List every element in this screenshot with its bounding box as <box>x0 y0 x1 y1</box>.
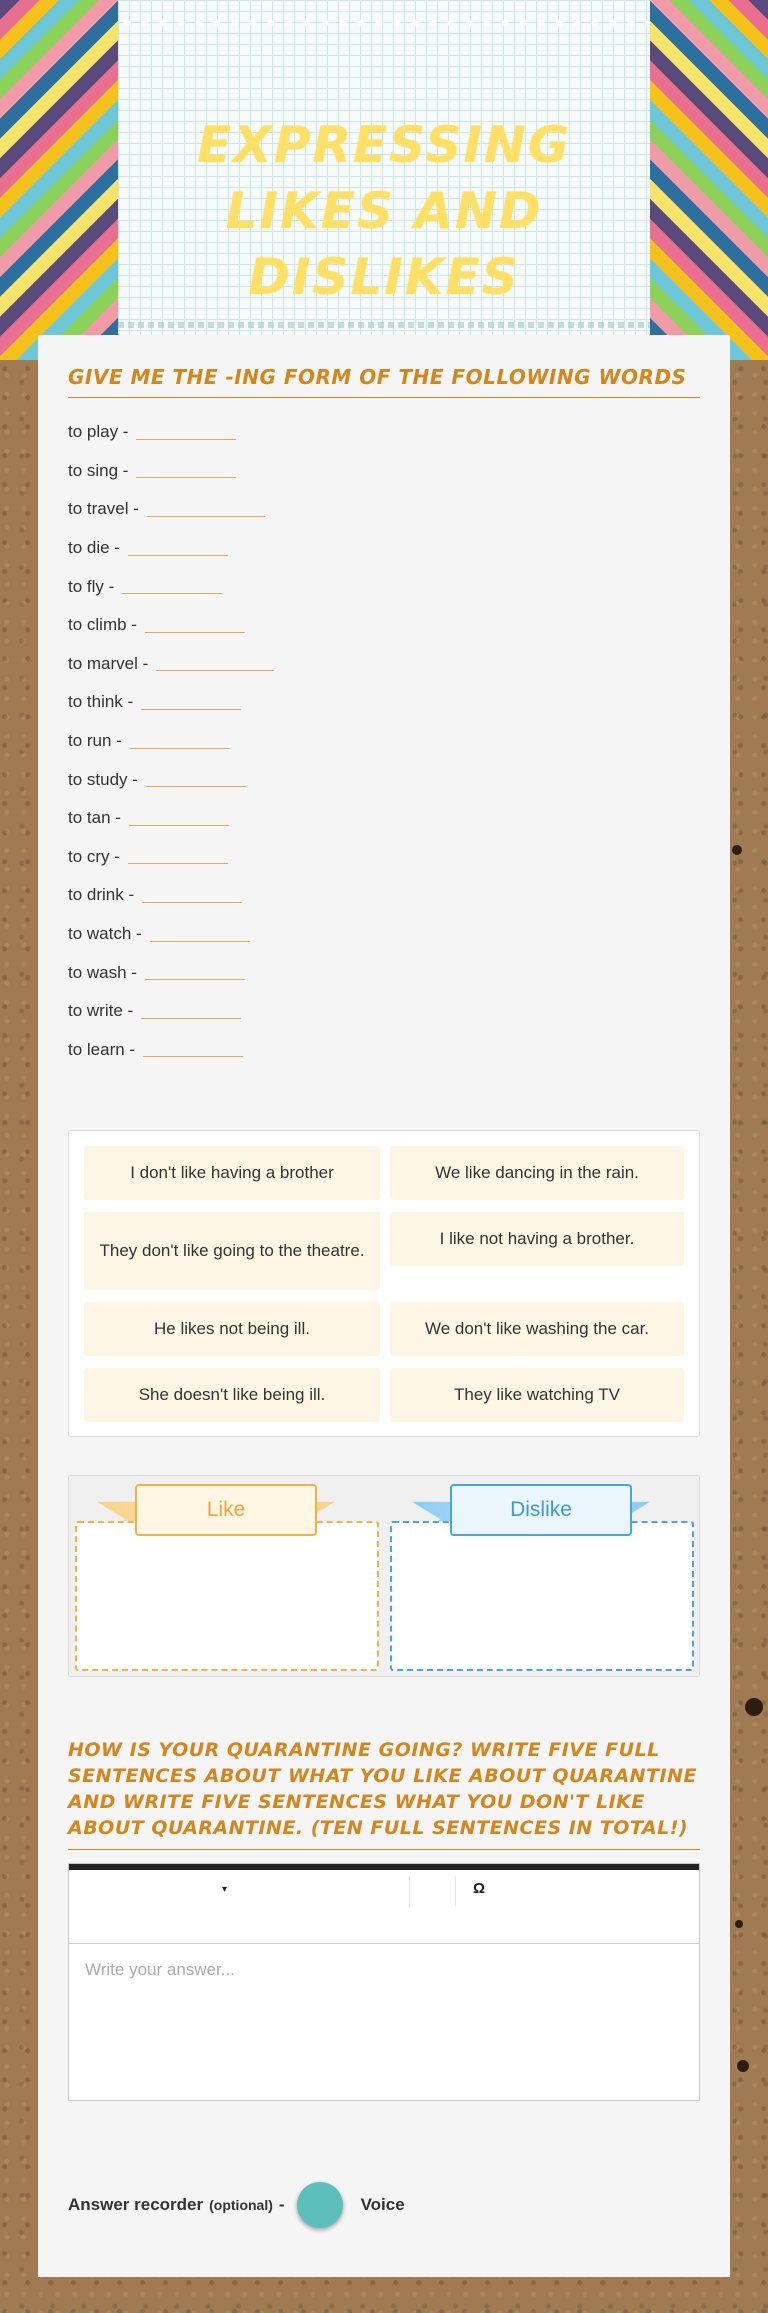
fill-in-row <box>68 760 700 799</box>
fill-in-row <box>68 683 700 722</box>
answer-blank-input[interactable] <box>136 477 236 478</box>
answer-blank-input[interactable] <box>143 1056 243 1057</box>
verb-prompt: to climb - <box>68 615 137 635</box>
fill-in-row <box>68 876 700 915</box>
match-tile[interactable]: They like watching TV <box>390 1368 684 1422</box>
sorting-activity <box>68 1475 700 1677</box>
fill-in-row <box>68 529 700 568</box>
verb-prompt: to tan - <box>68 808 121 828</box>
verb-prompt: to marvel - <box>68 653 149 673</box>
record-button[interactable] <box>297 2182 343 2228</box>
answer-recorder <box>68 2182 405 2228</box>
verb-prompt: to learn - <box>68 1039 136 1059</box>
fill-in-row <box>68 490 700 529</box>
matching-activity <box>68 1130 700 1437</box>
page-title-line2: DISLIKES <box>248 248 520 306</box>
match-tile[interactable]: They don't like going to the theatre. <box>84 1212 380 1290</box>
verb-prompt: to fly - <box>68 576 115 596</box>
answer-blank-input[interactable] <box>142 902 242 903</box>
verb-prompt: to watch - <box>68 924 142 944</box>
match-tile[interactable]: He likes not being ill. <box>84 1302 380 1356</box>
recorder-optional-label: (optional) <box>209 2197 273 2213</box>
verb-prompt: to think - <box>68 692 134 712</box>
fill-in-row <box>68 915 700 954</box>
fill-in-row <box>68 567 700 606</box>
answer-blank-input[interactable] <box>150 941 250 942</box>
fill-in-list <box>68 413 700 1069</box>
format-dropdown-caret-icon[interactable]: ▾ <box>222 1884 228 1895</box>
chevron-decoration-right <box>650 0 768 360</box>
answer-blank-input[interactable] <box>141 709 241 710</box>
section-heading-ing-form: GIVE ME THE -ING FORM OF THE FOLLOWING WORDS <box>68 365 700 398</box>
answer-editor <box>68 1863 700 2101</box>
match-tile[interactable]: We don't like washing the car. <box>390 1302 684 1356</box>
toolbar-divider <box>409 1876 410 1906</box>
fill-in-row <box>68 1031 700 1070</box>
like-label: Like <box>135 1484 317 1536</box>
fill-in-row <box>68 953 700 992</box>
match-tile[interactable]: We like dancing in the rain. <box>390 1146 684 1200</box>
fill-in-row <box>68 645 700 684</box>
answer-blank-input[interactable] <box>129 825 229 826</box>
toolbar-divider <box>455 1876 456 1906</box>
answer-blank-input[interactable] <box>146 786 246 787</box>
verb-prompt: to wash - <box>68 962 137 982</box>
ink-spot <box>737 2060 749 2072</box>
fill-in-row <box>68 413 700 452</box>
editor-toolbar <box>69 1864 699 1944</box>
answer-blank-input[interactable] <box>156 670 274 671</box>
ink-spot <box>745 1698 763 1716</box>
page-title-line1: EXPRESSING LIKES AND <box>197 116 571 240</box>
ink-spot <box>735 1920 743 1928</box>
fill-in-row <box>68 722 700 761</box>
fill-in-row <box>68 452 700 491</box>
fill-in-row <box>68 838 700 877</box>
verb-prompt: to run - <box>68 731 122 751</box>
answer-blank-input[interactable] <box>128 555 228 556</box>
worksheet <box>38 335 730 2277</box>
ink-spot <box>732 845 742 855</box>
verb-prompt: to cry - <box>68 846 120 866</box>
fill-in-row <box>68 799 700 838</box>
match-tile[interactable]: I don't like having a brother <box>84 1146 380 1200</box>
fill-in-row <box>68 992 700 1031</box>
dislike-drop-zone[interactable] <box>390 1521 694 1671</box>
dislike-label: Dislike <box>450 1484 632 1536</box>
match-tile[interactable]: She doesn't like being ill. <box>84 1368 380 1422</box>
verb-prompt: to play - <box>68 422 129 442</box>
paper-edge-top <box>118 18 650 28</box>
verb-prompt: to write - <box>68 1001 134 1021</box>
fill-in-row <box>68 606 700 645</box>
page-title <box>118 112 650 310</box>
verb-prompt: to die - <box>68 538 120 558</box>
match-tile[interactable]: I like not having a brother. <box>390 1212 684 1266</box>
answer-blank-input[interactable] <box>122 593 222 594</box>
answer-blank-input[interactable] <box>145 632 245 633</box>
recorder-label: Answer recorder <box>68 2195 204 2214</box>
chevron-decoration-left <box>0 0 118 360</box>
verb-prompt: to drink - <box>68 885 135 905</box>
like-drop-zone[interactable] <box>75 1521 379 1671</box>
verb-prompt: to travel - <box>68 499 139 519</box>
special-character-omega-icon[interactable]: Ω <box>473 1880 486 1897</box>
answer-blank-input[interactable] <box>141 1018 241 1019</box>
header-banner <box>0 0 768 360</box>
verb-prompt: to sing - <box>68 460 129 480</box>
verb-prompt: to study - <box>68 769 138 789</box>
recorder-dash: - <box>278 2195 285 2214</box>
answer-blank-input[interactable] <box>145 979 245 980</box>
answer-blank-input[interactable] <box>128 863 228 864</box>
answer-textarea[interactable]: Write your answer... <box>85 1960 235 1979</box>
answer-blank-input[interactable] <box>147 516 265 517</box>
section-heading-quarantine: HOW IS YOUR QUARANTINE GOING? WRITE FIVE FULL SENTENCES ABOUT WHAT YOU LIKE ABOUT QUARANTINE AND WRITE FIVE SENTENCES WHAT YOU DON'T LIKE ABOUT QUARANTINE. (TEN FULL SENTENCES IN TOTAL!) <box>68 1737 700 1850</box>
paper-edge-bottom <box>118 322 650 328</box>
voice-label: Voice <box>360 2195 405 2214</box>
answer-blank-input[interactable] <box>130 748 230 749</box>
answer-blank-input[interactable] <box>136 439 236 440</box>
